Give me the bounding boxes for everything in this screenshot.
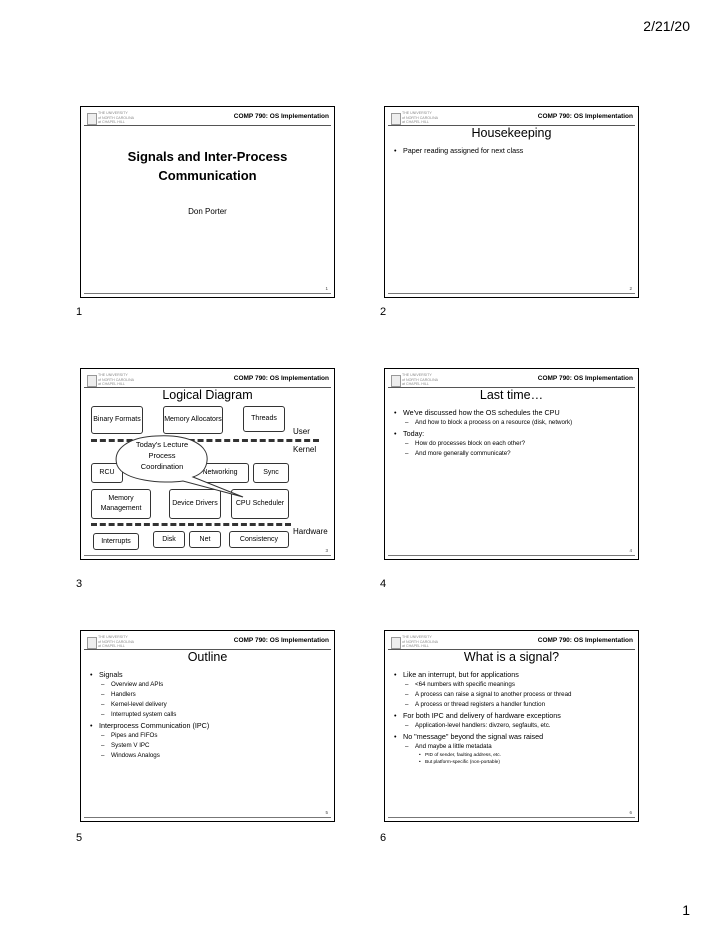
course-header: COMP 790: OS Implementation <box>233 637 329 644</box>
bullet-item: • Paper reading assigned for next class <box>393 145 632 156</box>
university-logo: THE UNIVERSITY of NORTH CAROLINA at CHAPEL HILL <box>391 373 451 387</box>
university-logo: THE UNIVERSITY of NORTH CAROLINA at CHAPEL HILL <box>87 111 147 125</box>
bullet-item: • But platform-specific (non-portable) <box>393 759 634 766</box>
bullet-list <box>393 145 632 156</box>
bullet-item: – Overview and APIs <box>89 680 330 690</box>
layer-kernel: Kernel <box>293 445 317 454</box>
bullet-item: – Pipes and FIFOs <box>89 731 330 741</box>
box-sync: Sync <box>253 463 289 483</box>
bullet-item: – System V IPC <box>89 741 330 751</box>
box-memory-allocators: Memory Allocators <box>163 406 223 434</box>
bullet-item: • Today: <box>393 428 634 439</box>
box-memory-management: Memory Management <box>91 489 151 519</box>
page-number: 1 <box>682 902 690 918</box>
university-logo: THE UNIVERSITY of NORTH CAROLINA at CHAPEL HILL <box>87 635 147 649</box>
box-device-drivers: Device Drivers <box>169 489 221 519</box>
bullet-item: • Interprocess Communication (IPC) <box>89 720 330 731</box>
slide-1 <box>80 106 335 298</box>
bullet-item: – Application-level handlers: divzero, segfaults, etc. <box>393 721 634 731</box>
university-logo: THE UNIVERSITY of NORTH CAROLINA at CHAPEL HILL <box>391 111 451 125</box>
slide-title: Outline <box>187 650 228 664</box>
bullet-item: – Interrupted system calls <box>89 710 330 720</box>
bullet-item: – A process can raise a signal to another process or thread <box>393 690 634 700</box>
box-net: Net <box>189 531 221 548</box>
slide-number: 2 <box>629 286 632 291</box>
slide-2 <box>384 106 639 298</box>
slide-title: Logical Diagram <box>162 388 253 402</box>
bullet-item: • PID of sender, faulting address, etc. <box>393 752 634 759</box>
slide-4 <box>384 368 639 560</box>
bullet-item: • We've discussed how the OS schedules the CPU <box>393 407 634 418</box>
bullet-item: – And more generally communicate? <box>393 449 634 459</box>
bullet-item: • Like an interrupt, but for applications <box>393 669 634 680</box>
slide-number: 3 <box>325 548 328 553</box>
box-interrupts: Interrupts <box>93 533 139 550</box>
slide-label-2: 2 <box>380 306 387 318</box>
bullet-list <box>393 669 634 766</box>
bullet-item: – Windows Analogs <box>89 751 330 761</box>
bullet-item: • No "message" beyond the signal was raised <box>393 731 634 742</box>
course-header: COMP 790: OS Implementation <box>233 113 329 120</box>
slide-number: 4 <box>629 548 632 553</box>
slide-3 <box>80 368 335 560</box>
bullet-item: – Handlers <box>89 690 330 700</box>
bullet-list <box>393 407 634 459</box>
bullet-item: – And how to block a process on a resource (disk, network) <box>393 418 634 428</box>
bullet-item: – And maybe a little metadata <box>393 742 634 752</box>
box-disk: Disk <box>153 531 185 548</box>
university-logo: THE UNIVERSITY of NORTH CAROLINA at CHAPEL HILL <box>391 635 451 649</box>
bullet-list <box>89 669 330 761</box>
bullet-item: – Kernel-level delivery <box>89 700 330 710</box>
slide-6 <box>384 630 639 822</box>
course-header: COMP 790: OS Implementation <box>537 113 633 120</box>
slide-label-3: 3 <box>76 578 83 590</box>
author: Don Porter <box>188 207 227 216</box>
bullet-item: • For both IPC and delivery of hardware exceptions <box>393 710 634 721</box>
bullet-item: • Signals <box>89 669 330 680</box>
slide-title: Last time… <box>479 388 544 402</box>
slide-number: 6 <box>629 810 632 815</box>
slide-label-6: 6 <box>380 832 387 844</box>
slide-number: 5 <box>325 810 328 815</box>
bullet-item: – How do processes block on each other? <box>393 439 634 449</box>
slide-label-5: 5 <box>76 832 83 844</box>
slide-title: Housekeeping <box>471 126 552 140</box>
course-header: COMP 790: OS Implementation <box>233 375 329 382</box>
course-header: COMP 790: OS Implementation <box>537 375 633 382</box>
university-logo: THE UNIVERSITY of NORTH CAROLINA at CHAPEL HILL <box>87 373 147 387</box>
print-date: 2/21/20 <box>643 18 690 34</box>
box-threads: Threads <box>243 406 285 432</box>
box-binary-formats: Binary Formats <box>91 406 143 434</box>
callout-text: Today's Lecture Process Coordination <box>135 440 189 471</box>
box-networking: Networking <box>191 463 249 483</box>
box-cpu-scheduler: CPU Scheduler <box>231 489 289 519</box>
slide-title: What is a signal? <box>463 650 560 664</box>
course-header: COMP 790: OS Implementation <box>537 637 633 644</box>
layer-hardware: Hardware <box>293 527 328 536</box>
slide-title: Signals and Inter-Process Communication <box>127 149 288 183</box>
bullet-item: – A process or thread registers a handler function <box>393 700 634 710</box>
slide-label-1: 1 <box>76 306 83 318</box>
layer-user: User <box>293 427 310 436</box>
kernel-hardware-boundary <box>91 523 291 526</box>
bullet-item: – <64 numbers with specific meanings <box>393 680 634 690</box>
box-rcu: RCU <box>91 463 123 483</box>
slide-5 <box>80 630 335 822</box>
box-consistency: Consistency <box>229 531 289 548</box>
slide-label-4: 4 <box>380 578 387 590</box>
slide-number: 1 <box>325 286 328 291</box>
